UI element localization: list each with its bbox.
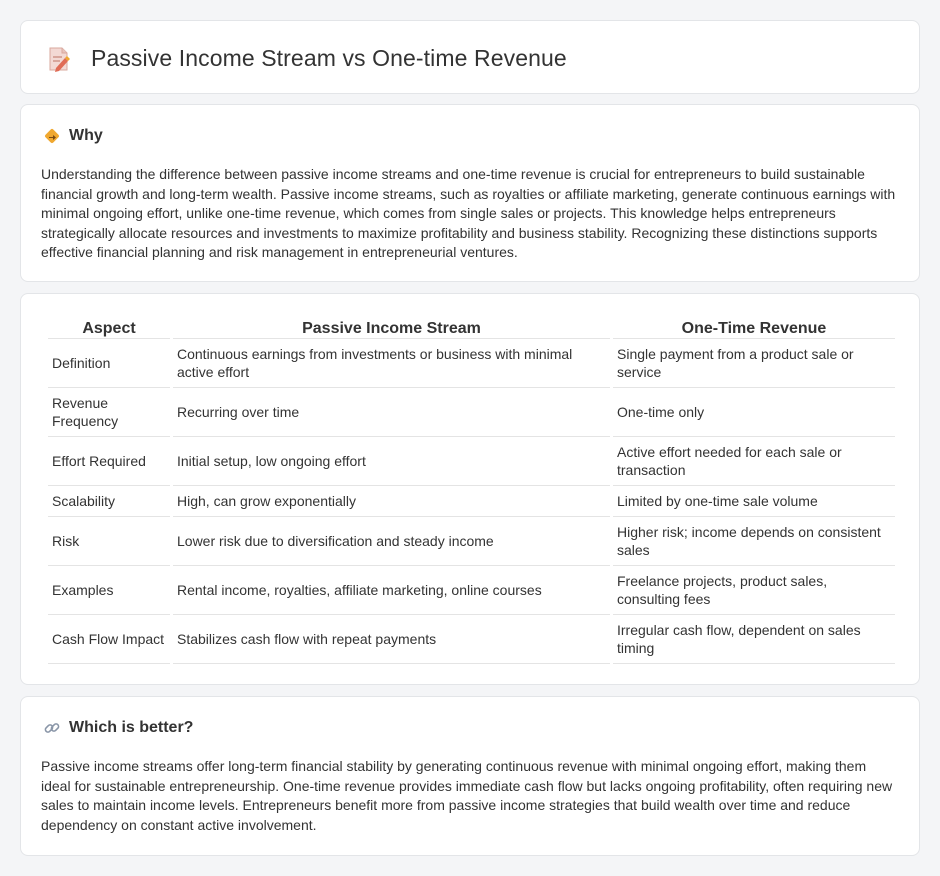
onetime-cell: Freelance projects, product sales, consulting fees <box>613 566 895 615</box>
better-text: Passive income streams offer long-term financial stability by generating continuous revenue with minimal ongoing effort, making them ideal for sustainable entrepreneurship. One-time revenue provides immediate cash flow but lacks ongoing profitability, often requiring new sales to maintain income levels. Entrepreneurs benefit more from passive income strategies that build wealth over time and reduce dependency on constant active involvement. <box>41 758 893 833</box>
onetime-cell: Higher risk; income depends on consistent sales <box>613 517 895 566</box>
aspect-cell: Cash Flow Impact <box>48 615 170 664</box>
aspect-cell: Scalability <box>48 486 170 517</box>
link-icon <box>43 719 61 737</box>
aspect-cell: Examples <box>48 566 170 615</box>
why-heading-row <box>43 127 103 145</box>
passive-cell: Initial setup, low ongoing effort <box>173 437 610 486</box>
onetime-cell: Active effort needed for each sale or transaction <box>613 437 895 486</box>
table-row <box>48 615 895 664</box>
column-header-passive: Passive Income Stream <box>173 316 610 339</box>
title-row <box>47 45 567 72</box>
diamond-arrow-icon <box>43 127 61 145</box>
table-row <box>48 486 895 517</box>
why-heading: Why <box>69 127 103 144</box>
why-text: Understanding the difference between passive income streams and one-time revenue is crucial for entrepreneurs to build sustainable financial growth and long-term wealth. Passive income streams, such as royalties or affiliate marketing, generate continuous earnings with minimal ongoing effort, unlike one-time revenue, which comes from single sales or projects. This knowledge helps entrepreneurs strategically allocate resources and investments to maximize profitability and business stability. Recognizing these distinctions supports effective financial planning and risk management in entrepreneurial ventures. <box>41 166 896 261</box>
aspect-cell: Revenue Frequency <box>48 388 170 437</box>
passive-cell: Stabilizes cash flow with repeat payments <box>173 615 610 664</box>
better-heading: Which is better? <box>69 719 194 736</box>
comparison-card <box>20 293 920 685</box>
table-header-row <box>48 316 895 339</box>
column-header-aspect: Aspect <box>48 316 170 339</box>
table-row <box>48 517 895 566</box>
passive-cell: Continuous earnings from investments or business with minimal active effort <box>173 339 610 388</box>
passive-cell: Lower risk due to diversification and steady income <box>173 517 610 566</box>
comparison-table <box>45 316 898 664</box>
passive-cell: Recurring over time <box>173 388 610 437</box>
passive-cell: Rental income, royalties, affiliate marketing, online courses <box>173 566 610 615</box>
onetime-cell: Single payment from a product sale or service <box>613 339 895 388</box>
better-heading-row <box>43 719 193 737</box>
header-card <box>20 20 920 94</box>
which-better-card <box>20 696 920 856</box>
aspect-cell: Risk <box>48 517 170 566</box>
column-header-onetime: One-Time Revenue <box>613 316 895 339</box>
table-row <box>48 437 895 486</box>
table-row <box>48 388 895 437</box>
onetime-cell: One-time only <box>613 388 895 437</box>
why-card <box>20 104 920 282</box>
onetime-cell: Limited by one-time sale volume <box>613 486 895 517</box>
aspect-cell: Effort Required <box>48 437 170 486</box>
aspect-cell: Definition <box>48 339 170 388</box>
onetime-cell: Irregular cash flow, dependent on sales timing <box>613 615 895 664</box>
passive-cell: High, can grow exponentially <box>173 486 610 517</box>
document-pencil-icon <box>47 46 71 72</box>
table-row <box>48 566 895 615</box>
page-title: Passive Income Stream vs One-time Revenue <box>91 45 567 71</box>
table-row <box>48 339 895 388</box>
